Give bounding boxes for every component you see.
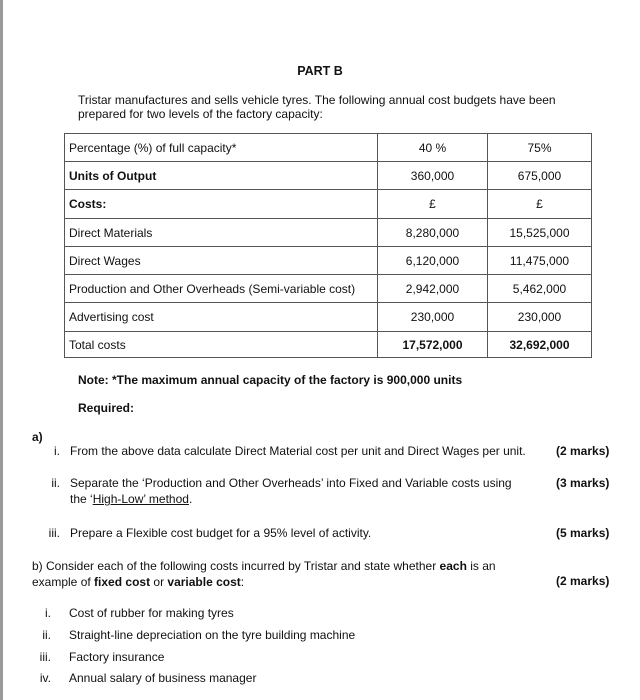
list-item-number: i. <box>45 606 51 620</box>
required-heading: Required: <box>78 401 135 415</box>
left-border <box>0 0 3 700</box>
marks-label: (2 marks) <box>556 444 610 458</box>
table-cell: 75% <box>488 134 592 162</box>
question-text: From the above data calculate Direct Material cost per unit and Direct Wages per unit. <box>70 444 526 458</box>
table-row <box>65 247 592 275</box>
part-b-question: b) Consider each of the following costs incurred by Tristar and state whether each is an example of fixed cost or variable cost: <box>32 559 496 589</box>
table-cell: Costs: <box>65 190 378 219</box>
question-item <box>0 443 640 463</box>
question-text: Separate the ‘Production and Other Overheads’ into Fixed and Variable costs using the ‘High-Low’ method. <box>70 476 512 506</box>
marks-label: (2 marks) <box>556 574 610 588</box>
table-cell: 5,462,000 <box>488 275 592 303</box>
table-cell: 230,000 <box>488 303 592 332</box>
table-cell: Advertising cost <box>65 303 378 332</box>
list-item-number: iii. <box>39 650 51 664</box>
table-cell: 675,000 <box>488 162 592 190</box>
table-cell: 32,692,000 <box>488 332 592 358</box>
list-item <box>0 650 640 666</box>
part-a-label: a) <box>32 430 43 444</box>
table-cell: Units of Output <box>65 162 378 190</box>
question-item <box>0 525 640 545</box>
table-cell: 8,280,000 <box>378 219 488 247</box>
table-cell: 360,000 <box>378 162 488 190</box>
marks-label: (5 marks) <box>556 526 610 540</box>
table-cell: Direct Materials <box>65 219 378 247</box>
table-row <box>65 332 592 358</box>
cost-budget-table <box>64 133 592 358</box>
table-cell: 230,000 <box>378 303 488 332</box>
list-item-text: Annual salary of business manager <box>69 671 257 685</box>
table-header-row <box>65 134 592 162</box>
part-title: PART B <box>297 64 343 78</box>
list-item-text: Straight-line depreciation on the tyre building machine <box>69 628 356 642</box>
question-text: Prepare a Flexible cost budget for a 95% level of activity. <box>70 526 372 540</box>
question-number: ii. <box>51 476 60 490</box>
question-item <box>0 475 640 509</box>
table-cell: 17,572,000 <box>378 332 488 358</box>
table-cell: Direct Wages <box>65 247 378 275</box>
marks-label: (3 marks) <box>556 476 610 490</box>
table-cell: Total costs <box>65 332 378 358</box>
table-row <box>65 162 592 190</box>
table-cell: Production and Other Overheads (Semi-variable cost) <box>65 275 378 303</box>
question-number: i. <box>54 444 60 458</box>
table-cell: 6,120,000 <box>378 247 488 275</box>
list-item-number: ii. <box>42 628 51 642</box>
table-cell: 15,525,000 <box>488 219 592 247</box>
table-row <box>65 219 592 247</box>
table-cell: 2,942,000 <box>378 275 488 303</box>
list-item <box>0 628 640 644</box>
capacity-note: Note: *The maximum annual capacity of the factory is 900,000 units <box>78 373 463 387</box>
table-cell: 11,475,000 <box>488 247 592 275</box>
table-cell: £ <box>488 190 592 219</box>
high-low-method-text: High-Low’ method <box>92 492 189 506</box>
table-cell: Percentage (%) of full capacity* <box>65 134 378 162</box>
table-row <box>65 303 592 332</box>
list-item-text: Cost of rubber for making tyres <box>69 606 234 620</box>
list-item <box>0 606 640 622</box>
table-row <box>65 275 592 303</box>
list-item-text: Factory insurance <box>69 650 165 664</box>
question-number: iii. <box>48 526 60 540</box>
table-row <box>65 190 592 219</box>
intro-paragraph: Tristar manufactures and sells vehicle tyres. The following annual cost budgets have been prepared for two levels of the factory capacity: <box>78 93 556 121</box>
table-cell: 40 % <box>378 134 488 162</box>
table-cell: £ <box>378 190 488 219</box>
list-item <box>0 671 640 687</box>
list-item-number: iv. <box>39 671 51 685</box>
